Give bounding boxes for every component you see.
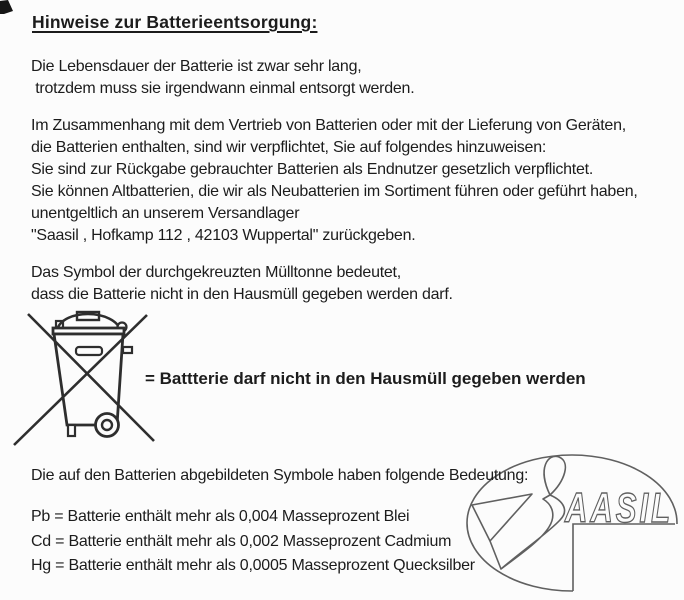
crossed-out-wheelie-bin-icon — [8, 308, 158, 448]
symbols-intro: Die auf den Batterien abgebildeten Symbole haben folgende Bedeutung: — [31, 467, 529, 484]
logo-letters: AASIL — [565, 484, 674, 532]
paragraph-symbol-meaning: Das Symbol der durchgekreuzten Mülltonne bedeutet, dass die Batterie nicht in den Hausmüll gegeben werden darf. — [31, 264, 453, 303]
scan-artifact-mark — [0, 0, 16, 16]
paragraph-lifespan: Die Lebensdauer der Batterie ist zwar sehr lang, trotzdem muss sie irgendwann einmal entsorgt werden. — [31, 58, 415, 97]
page-title: Hinweise zur Batterieentsorgung: — [32, 12, 318, 32]
chemical-symbols-list: Pb = Batterie enthält mehr als 0,004 Masseprozent Blei Cd = Batterie enthält mehr als 0,002 Masseprozent Cadmium Hg = Batterie enthält mehr als 0,0005 Masseprozent Quecksilber — [31, 508, 475, 575]
paragraph-return-obligation: Im Zusammenhang mit dem Vertrieb von Batterien oder mit der Lieferung von Geräten, die Batterien enthalten, sind wir verpflichtet, Sie auf folgendes hinzuweisen: Sie sind zur Rückgabe gebrauchter Batterien als Endnutzer gesetzlich verpflichtet. Sie können Altbatterien, die wir als Neubatterien im Sortiment führen oder geführt haben, unentgeltlich an unserem Versandlager "Saasil , Hofkamp 112 , 42103 Wuppertal" zurückgeben. — [31, 117, 638, 244]
bin-caption: = Battterie darf nicht in den Hausmüll gegeben werden — [145, 369, 586, 388]
